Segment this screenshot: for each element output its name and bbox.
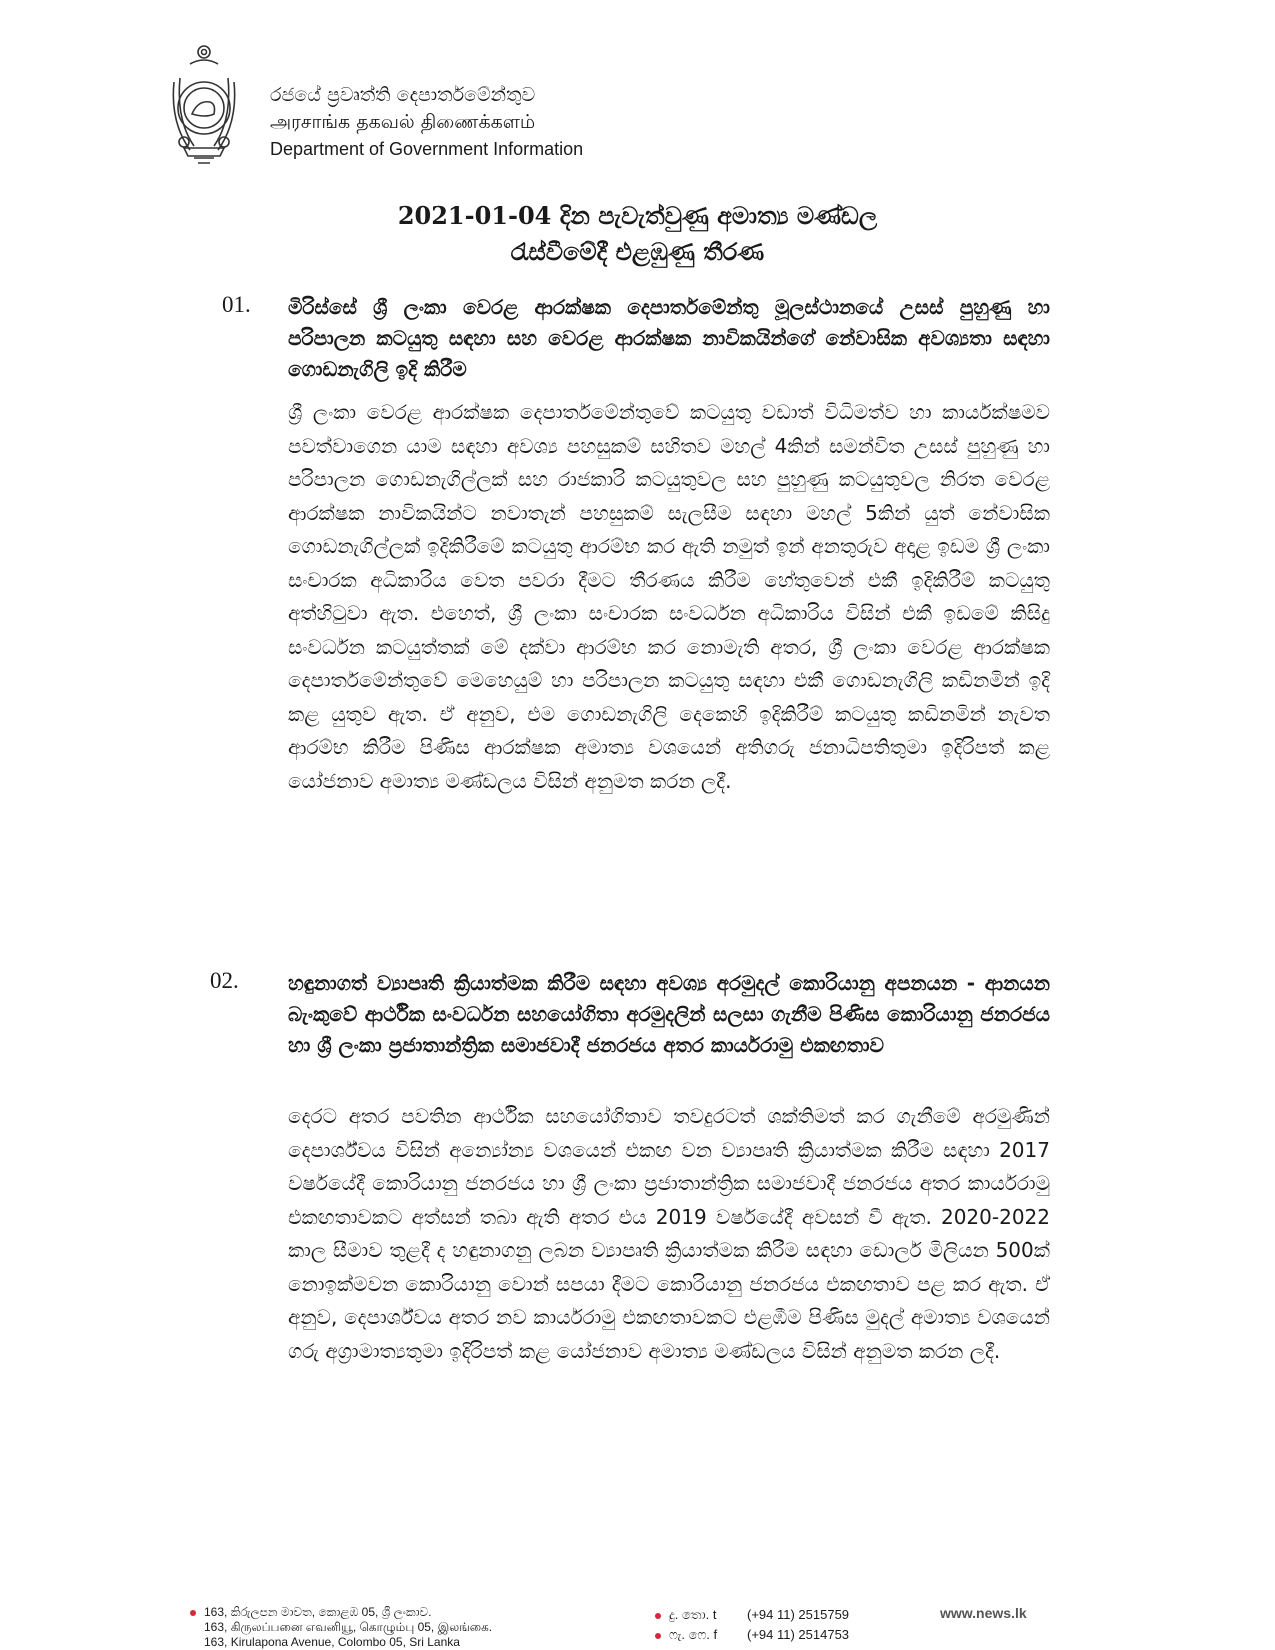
department-name-english: Department of Government Information bbox=[270, 139, 584, 159]
section-number: 01. bbox=[222, 292, 251, 317]
section-body: දෙරට අතර පවතින ආර්ථික සහයෝගිතාව තවදුරටත් ශක්තිමත් කර ගැනීමේ අරමුණින් දෙපාර්ශ්වය විසින් අන්‍යෝන්‍ය වශයෙන් එකඟ වන ව්‍යාපෘති ක්‍රියාත්මක කිරීම සඳහා 2017 වර්ෂයේදී කොරියානු ජනරජය හා ශ්‍රී ලංකා ප්‍රජාතාන්ත්‍රික සමාජවාදී ජනරජය අතර කාර්යරාමු එකඟතාවකට අත්සන් තබා ඇති අතර එය 2019 වර්ෂයේදී අවසන් වී ඇත. 2020-2022 කාල සීමාව තුළදී ද හඳුනාගනු ලබන ව්‍යාපෘති ක්‍රියාත්මක කිරීම සඳහා ඩොලර් මිලියන 500ක් නොඉක්මවන කොරියානු වොන් සපයා දීමට කොරියානු ජනරජය එකඟතාව පළ කර ඇත. ඒ අනුව, දෙපාර්ශ්වය අතර නව කාර්යරාමු එකඟතාවකට එළඹීම පිණිස මුදල් අමාත්‍ය වශයෙන් ගරු අග්‍රාමාත්‍යතුමා ඉදිරිපත් කළ යෝජනාව අමාත්‍ය මණ්ඩලය විසින් අනුමත කරන ලදී. bbox=[288, 1104, 1050, 1363]
bullet-icon bbox=[190, 1610, 196, 1616]
title-line-2: රැස්වීමේදී එළඹුණු තීරණ bbox=[510, 237, 765, 266]
bullet-icon bbox=[655, 1633, 661, 1639]
fax-number: (+94 11) 2514753 bbox=[747, 1627, 850, 1642]
fax-label: ෆැ. ෆෙ. f bbox=[669, 1627, 718, 1642]
bullet-icon bbox=[655, 1613, 661, 1619]
title-line-1: 2021-01-04 දින පැවැත්වුණු අමාත්‍ය මණ්ඩල bbox=[397, 201, 878, 230]
section-body: ශ්‍රී ලංකා වෙරළ ආරක්ෂක දෙපාර්තමේන්තුවේ කටයුතු වඩාත් විධිමත්ව හා කාර්යක්ෂමව පවත්වාගෙන යාම සඳහා අවශ්‍ය පහසුකම් සහිතව මහල් 4කින් සමන්විත උසස් පුහුණු හා පරිපාලන ගොඩනැගිල්ලක් සහ රාජකාරි කටයුතුවල සහ පුහුණු කටයුතුවල නිරත වෙරළ ආරක්ෂක නාවිකයින්ට නවාතැන් පහසුකම් සැලසීම සඳහා මහල් 5කින් යුත් නේවාසික ගොඩනැගිල්ලක් ඉදිකිරීමේ කටයුතු ආරම්භ කර ඇති නමුත් ඉන් අනතුරුව අදාළ ඉඩම ශ්‍රී ලංකා සංචාරක අධිකාරිය වෙත පවරා දීමට තීරණය කිරීම හේතුවෙන් එකී ඉදිකිරීම් කටයුතු අත්හිටුවා ඇත. එහෙත්, ශ්‍රී ලංකා සංචාරක සංවර්ධන අධිකාරිය විසින් එකී ඉඩමේ කිසිදු සංවර්ධන කටයුත්තක් මේ දක්වා ආරම්භ කර නොමැති අතර, ශ්‍රී ලංකා වෙරළ ආරක්ෂක දෙපාර්තමේන්තුවේ මෙහෙයුම් හා පරිපාලන කටයුතු සඳහා එකී ගොඩනැගිලි කඩිනමින් ඉදි කළ යුතුව ඇත. ඒ අනුව, එම ගොඩනැගිලි දෙකෙහි ඉදිකිරීම් කටයුතු කඩිනමින් නැවත ආරම්භ කිරීම පිණිස ආරක්ෂක අමාත්‍ය වශයෙන් අතිගරු ජනාධිපතිතුමා ඉදිරිපත් කළ යෝජනාව අමාත්‍ය මණ්ඩලය විසින් අනුමත කරන ලදී. bbox=[288, 400, 1050, 793]
address-sinhala: 163, කිරුලපන මාවත, කොළඹ 05, ශ්‍රී ලංකාව. bbox=[204, 1605, 432, 1619]
address-tamil: 163, கிருலப்பனை எவனியூ, கொழும்பு 05, இலங்கை. bbox=[204, 1620, 493, 1634]
department-name-block bbox=[270, 82, 583, 163]
sri-lanka-emblem-icon bbox=[160, 42, 248, 166]
page-footer bbox=[0, 1605, 1275, 1650]
website-link[interactable]: www.news.lk bbox=[940, 1605, 1027, 1621]
address-english: 163, Kirulapona Avenue, Colombo 05, Sri Lanka bbox=[204, 1635, 460, 1649]
section-number: 02. bbox=[210, 968, 239, 993]
document-title bbox=[0, 198, 1275, 270]
department-name-tamil: அரசாங்க தகவல் திணைக்களம் bbox=[270, 111, 536, 133]
footer-address bbox=[190, 1605, 492, 1650]
section-heading: හඳුනාගත් ව්‍යාපෘති ක්‍රියාත්මක කිරීම සඳහා අවශ්‍ය අරමුදල් කොරියානු අපනයන - ආනයන බැංකුවේ ආර්ථික සංවර්ධන සහයෝගිතා අරමුදලින් සලසා ගැනීම පිණිස කොරියානු ජනරජය හා ශ්‍රී ලංකා ප්‍රජාතාන්ත්‍රික සමාජවාදී ජනරජය අතර කාර්යරාමු එකඟතාව bbox=[288, 971, 1050, 1057]
section-heading: මිරිස්සේ ශ්‍රී ලංකා වෙරළ ආරක්ෂක දෙපාර්තමේන්තු මූලස්ථානයේ උසස් පුහුණු හා පරිපාලන කටයුතු සඳහා සහ වෙරළ ආරක්ෂක නාවිකයින්ගේ නේවාසික අවශ්‍යතා සඳහා ගොඩනැගිලි ඉදි කිරීම bbox=[288, 295, 1050, 381]
phone-number: (+94 11) 2515759 bbox=[747, 1607, 850, 1622]
footer-contact bbox=[655, 1605, 849, 1645]
department-name-sinhala: රජයේ ප්‍රවෘත්ති දෙපාර්තමේන්තුව bbox=[270, 84, 536, 106]
phone-label: දු. තො. t bbox=[669, 1607, 717, 1622]
